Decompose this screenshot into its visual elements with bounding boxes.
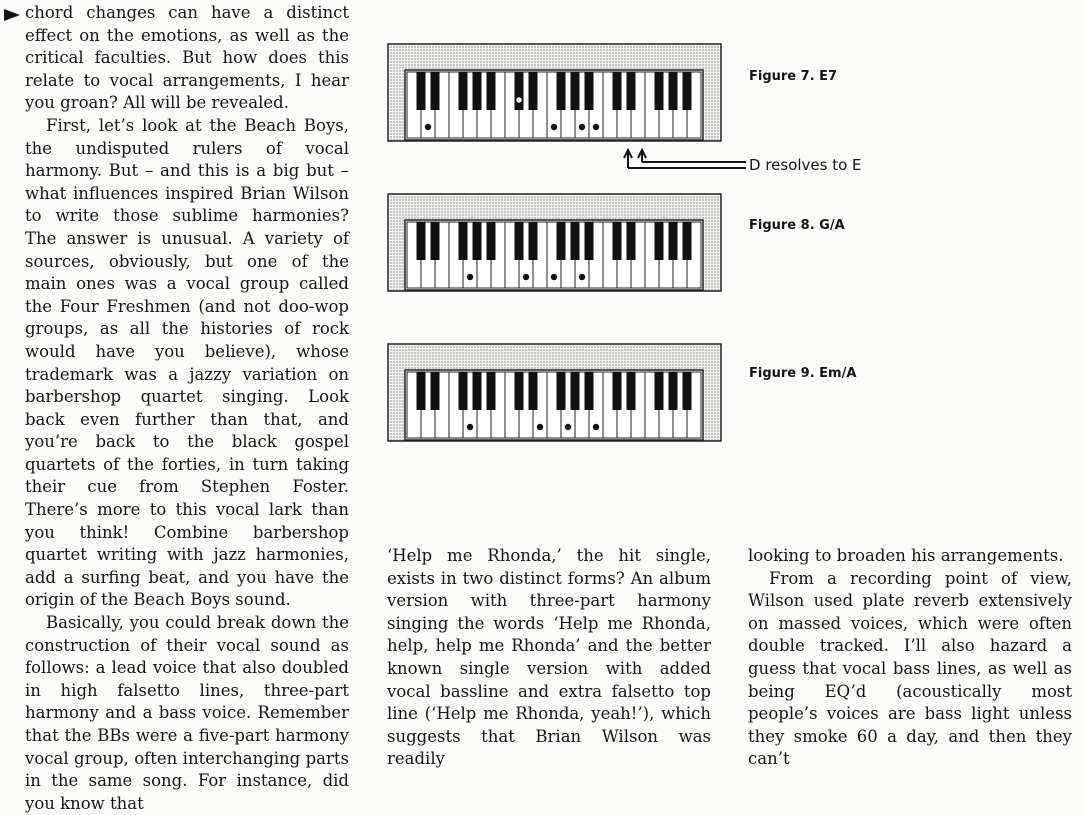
black-key: [683, 72, 692, 110]
black-key: [473, 72, 482, 110]
black-key: [655, 72, 664, 110]
black-key: [669, 72, 678, 110]
keyboard-figure-8: [387, 193, 722, 292]
black-key: [487, 372, 496, 410]
note-dot: [523, 274, 529, 280]
annotation-label: D resolves to E: [749, 156, 862, 174]
black-key: [557, 222, 566, 260]
note-dot: [467, 274, 473, 280]
keyboard-figure-7: [387, 43, 722, 142]
black-key: [585, 222, 594, 260]
black-key: [557, 72, 566, 110]
black-key: [585, 372, 594, 410]
black-key: [571, 372, 580, 410]
paragraph: First, let’s look at the Beach Boys, the undisputed rulers of vocal harmony. But – and this is a big but – what influences inspired Brian Wilson to write those sublime harmonies? The answer is unusual. A variety of sources, obviously, but one of the main ones was a vocal group called the Four Freshmen (and not doo-wop groups, as all the histories of rock would have you believe), whose trademark was a jazzy variation on barbershop quartet singing. Look back even further than that, and you’re back to the black gospel quartets of the forties, in turn taking their cue from Stephen Foster. There’s more to this vocal lark than you think! Combine barbershop quartet writing with jazz harmonies, add a surfing beat, and you have the origin of the Beach Boys sound.: [25, 115, 349, 610]
note-dot: [579, 124, 585, 130]
figure-8-caption: Figure 8. G/A: [749, 218, 845, 233]
black-key: [529, 72, 538, 110]
black-key: [431, 222, 440, 260]
paragraph: From a recording point of view, Wilson used plate reverb extensively on massed voices, which were often double tracked. I’ll also hazard a guess that vocal bass lines, as well as being EQ’d (acoustically most people’s voices are bass light unless they smoke 60 a day, and then they can’t: [748, 568, 1072, 769]
black-key: [431, 372, 440, 410]
paragraph: ‘Help me Rhonda,’ the hit single, exists in two distinct forms? An album version with three-part harmony singing the words ‘Help me Rhonda, help, help me Rhonda’ and the better known single version with added vocal bassline and extra falsetto top line (‘Help me Rhonda, yeah!’), which suggests that Brian Wilson was readily: [387, 546, 711, 769]
black-key: [669, 222, 678, 260]
black-key: [683, 372, 692, 410]
note-dot: [551, 274, 557, 280]
paragraph: chord changes can have a distinct effect on the emotions, as well as the critical faculties. But how does this relate to vocal arrangements, I hear you groan? All will be revealed.: [25, 3, 349, 113]
resolve-arrow-icon: [620, 140, 750, 180]
black-key: [417, 222, 426, 260]
figure-9-caption: Figure 9. Em/A: [749, 366, 857, 381]
paragraph: looking to broaden his arrangements.: [748, 546, 1064, 565]
black-key: [515, 72, 524, 110]
black-key: [557, 372, 566, 410]
black-key: [669, 372, 678, 410]
black-key: [613, 372, 622, 410]
black-key: [417, 72, 426, 110]
article-column-1: [25, 2, 349, 815]
black-key: [683, 222, 692, 260]
black-key: [459, 222, 468, 260]
black-key: [473, 372, 482, 410]
black-key: [571, 72, 580, 110]
black-key: [417, 372, 426, 410]
figure-7-caption: Figure 7. E7: [749, 69, 838, 84]
note-dot: [579, 274, 585, 280]
continue-arrow-icon: [4, 9, 20, 21]
article-column-3: [748, 545, 1072, 771]
black-key: [627, 72, 636, 110]
keyboard-figure-9: [387, 343, 722, 442]
black-key: [487, 72, 496, 110]
note-dot: [565, 424, 571, 430]
black-key: [431, 72, 440, 110]
note-dot: [467, 424, 473, 430]
black-key: [627, 372, 636, 410]
note-dot: [593, 124, 599, 130]
black-key: [459, 372, 468, 410]
black-key: [487, 222, 496, 260]
black-key: [655, 222, 664, 260]
note-dot: [425, 124, 431, 130]
black-key: [529, 222, 538, 260]
black-key: [627, 222, 636, 260]
black-key: [459, 72, 468, 110]
black-key: [613, 222, 622, 260]
black-key: [473, 222, 482, 260]
article-column-2: [387, 545, 711, 771]
black-key: [515, 372, 524, 410]
note-dot: [593, 424, 599, 430]
black-key: [655, 372, 664, 410]
paragraph: Basically, you could break down the construction of their vocal sound as follows: a lead voice that also doubled in high falsetto lines, three-part harmony and a bass voice. Remember that the BBs were a five-part harmony vocal group, often interchanging parts in the same song. For instance, did you know that: [25, 613, 349, 813]
note-dot: [516, 97, 522, 103]
black-key: [585, 72, 594, 110]
black-key: [529, 372, 538, 410]
black-key: [571, 222, 580, 260]
black-key: [515, 222, 524, 260]
black-key: [613, 72, 622, 110]
note-dot: [551, 124, 557, 130]
note-dot: [537, 424, 543, 430]
